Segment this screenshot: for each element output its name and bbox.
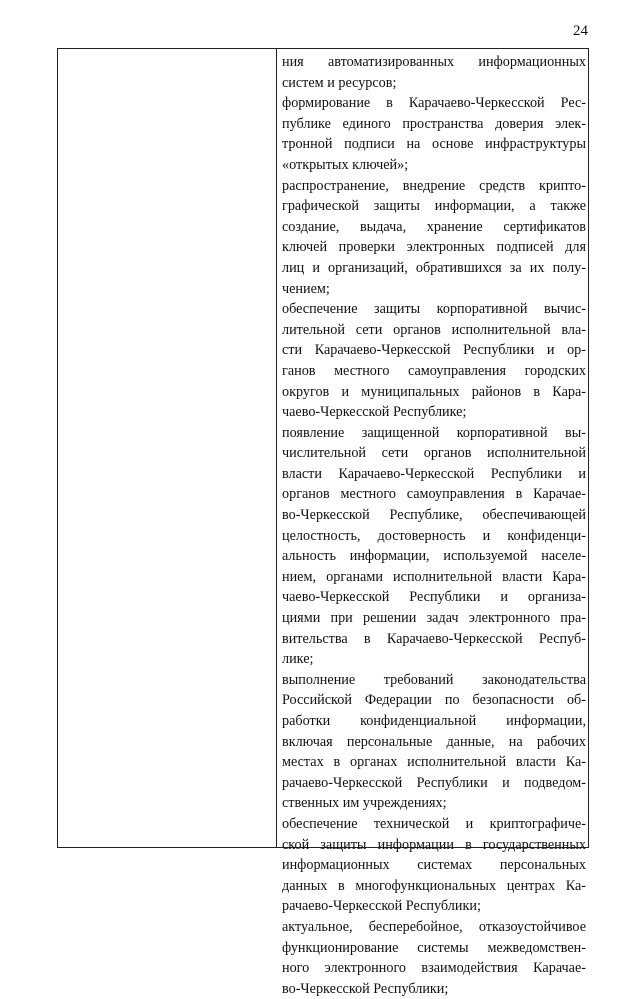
paragraph-line: нием, органами исполнительной власти Кара- [282, 568, 586, 585]
paragraph-line: ганов местного самоуправления городских [282, 362, 586, 379]
paragraph-line: информационных системах персональных [282, 857, 586, 874]
paragraph-line: лиц и организаций, обратившихся за их полу- [282, 259, 586, 276]
paragraph-line: лительной сети органов исполнительной вла- [282, 321, 586, 338]
paragraph-line: лике; [282, 651, 314, 668]
paragraph-line: округов и муниципальных районов в Кара- [282, 383, 586, 400]
paragraph-line: появление защищенной корпоративной вы- [282, 424, 586, 441]
table-paragraph [282, 176, 586, 300]
paragraph-line: ного электронного взаимодействия Карачае- [282, 960, 586, 977]
paragraph-line: включая персональные данные, на рабочих [282, 733, 586, 750]
paragraph-line: целостность, достоверность и конфиденци- [282, 527, 586, 544]
paragraph-line: чаево-Черкесской Республике; [282, 404, 467, 421]
paragraph-line: вительства в Карачаево-Черкесской Респуб- [282, 630, 586, 647]
paragraph-line: местах в органах исполнительной власти Ка- [282, 754, 586, 771]
paragraph-line: чаево-Черкесской Республики и организа- [282, 589, 586, 606]
paragraph-line: ской защиты информации в государственных [282, 836, 586, 853]
table-paragraph [282, 423, 586, 670]
paragraph-line: графической защиты информации, а также [282, 198, 586, 215]
paragraph-line: обеспечение технической и криптографиче- [282, 815, 586, 832]
table-left-cell [58, 49, 276, 847]
paragraph-line: формирование в Карачаево-Черкесской Рес- [282, 95, 586, 112]
paragraph-line: систем и ресурсов; [282, 74, 397, 91]
paragraph-line: «открытых ключей»; [282, 156, 409, 173]
paragraph-line: во-Черкесской Республике, обеспечивающей [282, 507, 586, 524]
table-paragraph [282, 670, 586, 814]
paragraph-line: ния автоматизированных информационных [282, 54, 586, 70]
paragraph-line: публике единого пространства доверия элек- [282, 115, 586, 132]
table-paragraph [282, 814, 586, 917]
paragraph-line: альность информации, используемой населе- [282, 548, 586, 565]
paragraph-line: работки конфиденциальной информации, [282, 713, 586, 729]
paragraph-line: Российской Федерации по безопасности об- [282, 692, 586, 709]
table-right-cell [282, 52, 586, 999]
paragraph-line: во-Черкесской Республики; [282, 980, 449, 997]
paragraph-line: обеспечение защиты корпоративной вычис- [282, 301, 586, 318]
document-table [57, 48, 589, 997]
paragraph-line: создание, выдача, хранение сертификатов [282, 218, 586, 235]
paragraph-line: органов местного самоуправления в Карачае- [282, 486, 586, 503]
page-number: 24 [573, 23, 588, 39]
paragraph-line: сти Карачаево-Черкесской Республики и ор- [282, 342, 586, 359]
table-paragraph [282, 93, 586, 175]
table-paragraph [282, 299, 586, 423]
paragraph-line: числительной сети органов исполнительной [282, 445, 586, 462]
column-divider [276, 49, 277, 847]
paragraph-line: выполнение требований законодательства [282, 671, 586, 688]
paragraph-line: данных в многофункциональных центрах Ка- [282, 877, 586, 894]
paragraph-line: рачаево-Черкесской Республики; [282, 898, 481, 915]
table-paragraph [282, 52, 586, 93]
table-paragraph [282, 917, 586, 999]
paragraph-line: циями при решении задач электронного пра- [282, 610, 586, 627]
paragraph-line: рачаево-Черкесской Республики и подведом- [282, 774, 586, 791]
paragraph-line: ственных им учреждениях; [282, 795, 447, 812]
paragraph-line: актуальное, бесперебойное, отказоустойчивое [282, 918, 586, 935]
paragraph-line: чением; [282, 280, 330, 297]
paragraph-line: функционирование системы межведомствен- [282, 939, 586, 956]
paragraph-line: ключей проверки электронных подписей для [282, 239, 586, 256]
paragraph-line: тронной подписи на основе инфраструктуры [282, 136, 586, 153]
paragraph-line: власти Карачаево-Черкесской Республики и [282, 465, 586, 482]
paragraph-line: распространение, внедрение средств крипто- [282, 177, 586, 194]
